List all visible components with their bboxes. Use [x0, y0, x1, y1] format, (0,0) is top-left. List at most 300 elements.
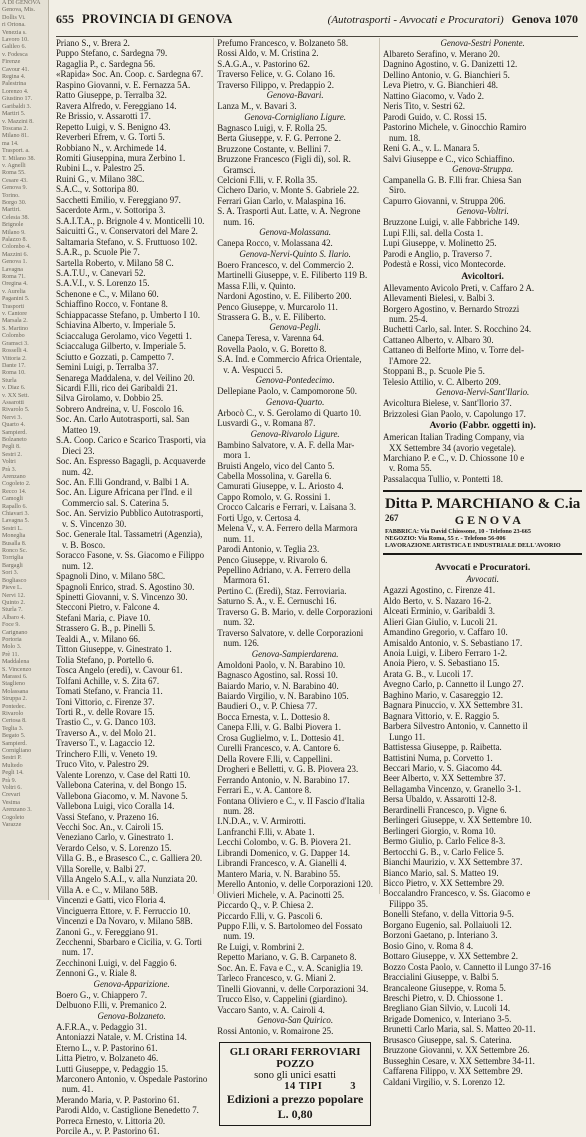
- listing-entry: Titton Giuseppe, v. Ginestrato 1.: [56, 644, 172, 655]
- listing-continuation: v. S. Vincenzo 30.: [62, 518, 127, 529]
- listing-entry: Boccalandro Francesco, v. Ss. Giacomo e: [382, 888, 531, 899]
- listing-entry: Soc. An. Carlo Autotrasporti, sal. San: [56, 414, 190, 425]
- listing-entry: Bianchi Maurizio, v. XX Settembre 37.: [382, 857, 523, 868]
- listing-entry: Fontana Oliviero e C., v. II Fascio d'Italia: [217, 795, 365, 806]
- listing-continuation: num. 41.: [62, 1084, 94, 1095]
- listing-entry: Bosio Gino, v. Roma 8 4.: [382, 940, 474, 951]
- listing-entry: Sicardi F.lli, rico dei Garibaldi 21.: [56, 382, 178, 393]
- listing-entry: S.A.V.I., v. S. Lorenzo 15.: [56, 278, 150, 289]
- listing-entry: Capurro Giovanni, v. Struppa 206.: [382, 195, 506, 206]
- listing-entry: Soc. Generale Ital. Tassametri (Agenzia),: [56, 529, 203, 540]
- listing-entry: Schiappacasse Stefano, p. Umberto I 10.: [56, 309, 200, 320]
- gutter-line: Arenzano: [2, 474, 26, 480]
- running-head-right: Genova 1070: [511, 12, 578, 26]
- listing-entry: Marchiano P. e C., v. D. Chiossone 10 e: [382, 452, 525, 463]
- listing-entry: Dellino Antonio, v. G. Bianchieri 5.: [382, 69, 510, 80]
- listing-entry: Lecchi Colombo, v. G. B. Piovera 21.: [217, 837, 352, 848]
- listing-entry: Barbera Silvestro Antonio, v. Cannetto il: [382, 721, 528, 732]
- gutter-line: Paganini 5.: [2, 296, 30, 303]
- listing-entry: Nattino Giacomo, v. Vado 2.: [382, 90, 485, 101]
- listing-entry: Spinetti Giovanni, v. S. Vincenzo 30.: [56, 592, 188, 603]
- listing-entry: Alceati Erminio, v. Garibaldi 3.: [382, 606, 496, 617]
- listing-entry: Cabella Mossolina, v. Garella 6.: [217, 470, 332, 481]
- gutter-line: Moneglia: [2, 533, 26, 540]
- listing-entry: Re Luigi, v. Rombrini 2.: [217, 941, 305, 952]
- gutter-line: Giustino 17.: [2, 96, 33, 103]
- listing-entry: Schiavina Alberto, v. Imperiale 5.: [56, 320, 176, 331]
- listing-entry: Parodi Guido, v. C. Rossi 15.: [382, 111, 487, 122]
- gutter-line: Staglieno: [2, 681, 26, 688]
- gutter-line: v. Diaz 6.: [2, 385, 26, 392]
- listing-entry: Repetto Mariano, v. G. B. Carpaneto 8.: [217, 952, 357, 963]
- listing-entry: Eterno L., v. P. Pastorino 61.: [56, 1042, 158, 1053]
- listing-entry: Traverso A., v. del Molo 21.: [56, 727, 156, 738]
- listing-entry: Traverso Felice, v. G. Colano 16.: [217, 69, 335, 80]
- gutter-line: Sestri L.: [2, 525, 23, 532]
- listing-entry: Arbocò C., v. S. Gerolamo di Quarto 10.: [217, 407, 362, 418]
- listing-entry: Anoia Piero, v. S. Sebastiano 15.: [382, 658, 500, 669]
- listing-entry: Pepellino Adriano, v. A. Ferrero della: [217, 565, 351, 576]
- listing-entry: Aldo Berto, v. S. Nazaro 16-2.: [382, 595, 492, 606]
- gutter-line: Camogli: [2, 496, 23, 503]
- listing-continuation: Filippo 35.: [388, 898, 428, 909]
- listing-entry: Soc. An. F.lli Gondrand, v. Balbi 1 A.: [56, 477, 190, 488]
- listing-entry: Crocco Calcaris e Ferrari, v. Laïsana 3.: [217, 502, 356, 513]
- gutter-line: Crevari: [2, 792, 21, 799]
- listing-entry: Lanza M., v. Bavari 3.: [217, 101, 297, 112]
- listing-entry: Baudieri O., v. P. Chiesa 77.: [217, 701, 318, 712]
- listing-entry: Penco Giuseppe, v. Rivarolo 6.: [217, 554, 328, 565]
- listing-entry: Allevamenti Bielesi, v. Balbi 3.: [382, 293, 495, 304]
- listing-entry: Berlingeri Giorgio, v. Roma 10.: [382, 825, 496, 836]
- listing-entry: S.A. Coop. Carico e Scarico Trasporti, via: [56, 435, 206, 446]
- listing-entry: Reverberi Efrem, v. G. Torti 5.: [56, 132, 165, 143]
- listing-entry: Vallebona Caterina, v. del Bongo 15.: [56, 780, 187, 791]
- listing-entry: Pertino C. (Eredi), Staz. Ferroviaria.: [217, 585, 347, 596]
- gutter-line: Pegli 8.: [2, 444, 21, 451]
- ad-marchiano-name: Ditta P. MARCHIANO & C.ia: [384, 496, 581, 513]
- listing-entry: Bocca Ernesta, v. L. Dottesio 8.: [217, 711, 330, 722]
- listing-entry: Beccari Mario, v. S. Giacomo 44.: [382, 763, 502, 774]
- gutter-line: Sestri P.: [2, 755, 22, 762]
- listing-continuation: Marmora 61.: [223, 575, 270, 586]
- listing-continuation: XX Settembre 34 (avorio vegetale).: [388, 442, 516, 453]
- listing-entry: Soc. An. Espresso Bagagli, p. Acquaverde: [56, 456, 206, 467]
- listing-entry: Soracco Fasone, v. Ss. Giacomo e Filippo: [56, 550, 205, 561]
- listing-entry: Brusasco Giuseppe, sal. S. Caterina.: [382, 1034, 512, 1045]
- listing-entry: Braccialini Giuseppe, v. Balbi 5.: [382, 972, 499, 983]
- gutter-line: Rivarolo: [2, 711, 24, 717]
- listing-continuation: num. 16.: [223, 216, 255, 227]
- listing-entry: Podestà e Rossi, vico Montecorde.: [382, 259, 506, 270]
- listing-entry: Buchetti Carlo, sal. Inter. S. Rocchino 24.: [382, 324, 532, 335]
- section-heading: Avvocati.: [466, 574, 499, 585]
- gutter-line: Pieve L.: [2, 585, 23, 592]
- listing-entry: Bruzzone Francesco (Figli di), sol. R.: [217, 154, 351, 165]
- listing-entry: Rovella Paolo, v. G. Boretto 8.: [217, 343, 327, 354]
- listing-entry: Tealdi A., v. Milano 66.: [56, 633, 141, 644]
- listing-entry: I.N.D.A., v. V. Armirotti.: [217, 816, 306, 827]
- listing-entry: Vincenzi e Da Novaro, v. Milano 58B.: [56, 916, 193, 927]
- listing-entry: Puppo Stefano, c. Sardegna 79.: [56, 48, 168, 59]
- listing-entry: Baiardo Virgilio, v. N. Barabino 105.: [217, 691, 349, 702]
- listing-entry: Vallebona Luigi, vico Coralla 14.: [56, 801, 175, 812]
- listing-entry: Bruzzone Giovanni, v. XX Settembre 26.: [382, 1045, 530, 1056]
- listing-entry: Parodi Antonio, v. Teglia 23.: [217, 544, 320, 555]
- listing-entry: Mantero Maria, v. N. Barabino 55.: [217, 868, 341, 879]
- listing-continuation: num. 19.: [223, 931, 255, 942]
- gutter-line: S. Martino: [2, 325, 29, 332]
- gutter-line: ri Ortona.: [2, 22, 26, 29]
- gutter-line: Roma 10.: [2, 370, 26, 377]
- gutter-line: Lavagna: [2, 266, 23, 273]
- listing-entry: Nardoni Agostino, v. E. Filiberto 200.: [217, 291, 352, 302]
- ad-line-2: sono gli unici esatti: [254, 1069, 337, 1081]
- listing-entry: Canepa Rocco, v. Molassana 42.: [217, 238, 333, 249]
- ad-marchiano-city: GENOVA: [454, 513, 524, 528]
- listing-entry: Dagnino Agostino, v. G. Danizetti 12.: [382, 59, 518, 70]
- gutter-line: S. Vincenzo: [2, 666, 32, 673]
- gutter-line: Venezia s.: [2, 29, 27, 36]
- gutter-line: Palazzo 8.: [2, 237, 28, 243]
- listing-entry: Pastorino Michele, v. Ginocchio Ramiro: [382, 122, 527, 133]
- listing-entry: Passalacqua Tullio, v. Pontetti 18.: [382, 473, 503, 484]
- listing-continuation: num. 126.: [223, 638, 260, 649]
- listing-entry: Ravera Alfredo, v. Fereggiano 14.: [56, 100, 177, 111]
- listing-entry: Tolfani Achille, v. S. Zita 67.: [56, 675, 160, 686]
- listing-continuation: num. 12.: [62, 560, 94, 571]
- gutter-line: T. Milano 38.: [2, 155, 36, 162]
- gutter-line: Cogoleto: [2, 814, 25, 821]
- gutter-line: Nervi 3.: [2, 414, 22, 421]
- gutter-line: Cogoleto 2.: [2, 481, 31, 488]
- gutter-line: Cornigliano: [2, 748, 32, 755]
- listing-entry: Lusvardi G., v. Romana 87.: [217, 418, 316, 429]
- section-heading: Genova-Sampierdarena.: [251, 648, 339, 659]
- listing-continuation: Lungo 11.: [388, 731, 426, 742]
- listing-entry: S.A.I.T.A., p. Brignole 4 v. Monticelli 10.: [56, 215, 205, 226]
- gutter-line: Milano 9.: [2, 229, 26, 236]
- gutter-line: v. Agnelli: [2, 162, 26, 169]
- listing-entry: Leva Pietro, v. G. Bianchieri 48.: [382, 80, 498, 91]
- listing-entry: Forti Ugo, v. Certosa 4.: [217, 512, 301, 523]
- listing-entry: Zennoni G., v. Riale 8.: [56, 968, 137, 979]
- listing-entry: Verardo Celso, v. S. Lorenzo 15.: [56, 842, 172, 853]
- listing-entry: Campanella G. B. F.lli frar. Chiesa San: [382, 174, 522, 185]
- gutter-line: Multedo: [2, 762, 23, 769]
- listing-entry: Curelli Francesco, v. A. Cantore 6.: [217, 743, 341, 754]
- section-heading: Genova-Voltri.: [456, 206, 509, 217]
- listing-entry: Borzoni Gaetano, p. Interiano 3.: [382, 930, 498, 941]
- listing-entry: Borgano Eugenio, sal. Pollaiuoli 12.: [382, 919, 512, 930]
- section-heading: Genova-Nervi-Sant'Ilario.: [435, 387, 530, 398]
- listing-entry: Vinciguerra Ettore, v. F. Ferruccio 10.: [56, 905, 191, 916]
- listing-entry: Cappo Romolo, v. G. Rossini 1.: [217, 491, 331, 502]
- listing-entry: Bagnasco Agostino, sal. Rossi 10.: [217, 670, 338, 681]
- column-2: [213, 38, 373, 1121]
- gutter-line: Voltri: [2, 459, 16, 466]
- gutter-line: Genova 1.: [2, 259, 28, 266]
- gutter-line: Torriglia: [2, 555, 24, 562]
- listing-entry: American Italian Trading Company, via: [382, 432, 525, 443]
- listing-entry: Silva Girolamo, v. Dobbio 25.: [56, 393, 164, 404]
- page-number: 655: [56, 12, 74, 26]
- listing-entry: Raspino Giovanni, v. E. Fernazza 5A.: [56, 79, 191, 90]
- listing-entry: Bruzzone Luigi, v. alle Fabbriche 149.: [382, 217, 520, 228]
- gutter-text: [0, 0, 48, 830]
- listing-entry: Robbiano N., v. Archimede 14.: [56, 142, 167, 153]
- page-header: [56, 12, 578, 37]
- gutter-line: Prà 9.: [2, 777, 17, 784]
- gutter-line: Palestrina: [2, 81, 27, 88]
- listing-entry: Bermo Giulio, p. Carlo Felice 8-3.: [382, 836, 506, 847]
- gutter-line: Cavour 41.: [2, 66, 30, 73]
- gutter-line: Assarotti: [2, 399, 25, 406]
- listing-entry: Brancaleone Giuseppe, v. Roma 5.: [382, 982, 506, 993]
- listing-entry: Tinelli Giovanni, v. delle Corporazioni 34.: [217, 983, 369, 994]
- listing-entry: Sacerdote Arm., v. Sottoripa 3.: [56, 205, 166, 216]
- gutter-line: Garibaldi 3.: [2, 103, 32, 110]
- listing-entry: S.A.C., v. Sottoripa 80.: [56, 184, 139, 195]
- listing-entry: Priano S., v. Brera 2.: [56, 38, 130, 48]
- column-1-entries: [56, 38, 207, 1137]
- listing-entry: S.A. Ind. e Commercio Africa Orientale,: [217, 354, 362, 365]
- listing-entry: Vallebona Giacomo, v. M. Navone 5.: [56, 790, 188, 801]
- listing-entry: Tosca Angelo (eredi), v. Cavour 61.: [56, 665, 183, 676]
- ad-marchiano-line-3: LAVORAZIONE ARTISTICA E INDUSTRIALE DELL'AVORIO: [384, 542, 561, 550]
- listing-entry: Rubini L., v. Palestro 25.: [56, 163, 145, 174]
- listing-entry: Dellepiane Paolo, v. Campomorone 50.: [217, 386, 357, 397]
- listing-entry: Boero G., v. Chiappero 7.: [56, 989, 148, 1000]
- gutter-line: A DI GENOVA: [2, 0, 41, 6]
- listing-entry: Vecchi Soc. An., v. Cairoli 15.: [56, 821, 164, 832]
- gutter-line: Brignole: [2, 222, 24, 229]
- listing-continuation: num. 17.: [62, 947, 94, 958]
- listing-continuation: Siro.: [388, 185, 406, 196]
- gutter-line: Genova, Mis.: [2, 7, 36, 14]
- listing-entry: Avegno Carlo, p. Cannetto il Lungo 27.: [382, 679, 524, 690]
- gutter-line: Recco 14.: [2, 488, 27, 495]
- listing-entry: Bambino Salvatore, v. A. F. della Mar-: [217, 439, 355, 450]
- listing-entry: Agazzi Agostino, c. Firenze 41.: [382, 585, 496, 596]
- listing-continuation: num. 18.: [388, 132, 421, 143]
- listing-entry: Caldani Virgilio, v. S. Lorenzo 12.: [382, 1076, 506, 1087]
- listing-entry: Canepa F.lli, v. G. Balbi Piovera 1.: [217, 722, 341, 733]
- gutter-line: Lavoro 10.: [2, 37, 29, 44]
- listing-entry: Bianco Mario, sal. S. Matteo 19.: [382, 867, 499, 878]
- gutter-line: Toscana 2.: [2, 125, 28, 132]
- gutter-line: Arenzano 3.: [2, 807, 32, 814]
- listing-entry: Merando Maria, v. P. Pastorino 61.: [56, 1094, 180, 1105]
- listing-entry: Zanoni G., v. Fereggiano 91.: [56, 926, 158, 937]
- section-heading: Avvocati e Procuratori.: [434, 562, 531, 574]
- listing-entry: Re Brissio, v. Assarotti 17.: [56, 111, 151, 122]
- listing-entry: Breschi Pietro, v. D. Chiossone 1.: [382, 992, 503, 1003]
- listing-entry: Stoppani B., p. Scuole Pie 5.: [382, 366, 485, 377]
- ad-marchiano-line-2: NEGOZIO: Via Roma, 55 r. - Telefono 56-006: [384, 535, 506, 543]
- gutter-line: Marassi 6.: [2, 673, 28, 680]
- listing-entry: Soc. An. E. Fava e C., v. A. Scaniglia 19.: [217, 962, 363, 973]
- listing-entry: S.A.R., p. Scuole Pie 7.: [56, 247, 140, 258]
- listing-entry: Caffarena Filippo, v. XX Settembre 29.: [382, 1066, 523, 1077]
- listing-entry: Baiardo Mario, v. N. Barabino 40.: [217, 680, 339, 691]
- listing-entry: Reni G. A., v. L. Manara 5.: [382, 143, 480, 154]
- column-3-entries-top: [383, 38, 582, 484]
- listing-entry: Lutti Giuseppe, v. Pedaggio 15.: [56, 1063, 169, 1074]
- gutter-line: Busalla 8.: [2, 540, 27, 547]
- listing-entry: Baghino Mario, v. Casareggio 12.: [382, 689, 503, 700]
- gutter-line: Ronco Sc.: [2, 548, 28, 555]
- gutter-line: Varazze: [2, 822, 22, 829]
- listing-entry: Sacchetti Emilio, v. Fereggiano 97.: [56, 194, 181, 205]
- listing-entry: Crosa Guglielmo, v. L. Dottesio 41.: [217, 732, 345, 743]
- listing-entry: Soc. An. Ligure Africana per l'Ind. e il: [56, 487, 193, 498]
- listing-entry: Villa Sorelle, v. Balbi 27.: [56, 863, 146, 874]
- listing-entry: Traverso Filippo, v. Predappio 2.: [217, 79, 334, 90]
- listing-entry: Stecconi Pietro, v. Falcone 4.: [56, 602, 160, 613]
- listing-entry: Villa G. B., e Brasesco C., c. Galliera 20.: [56, 853, 203, 864]
- listing-entry: Bregliano Gian Silvio, v. Lucoli 14.: [382, 1003, 511, 1014]
- listing-entry: Bozzo Costa Paolo, v. Cannetto il Lungo 37-16: [382, 961, 551, 972]
- listing-entry: Bersa Ubaldo, v. Assarotti 12-8.: [382, 794, 497, 805]
- gutter-line: Prà 3.: [2, 466, 17, 473]
- listing-entry: Traverso T., v. Lagaccio 12.: [56, 738, 155, 749]
- listing-entry: Bagnara Vittorio, v. E. Raggio 5.: [382, 710, 500, 721]
- listing-continuation: num. 25-4.: [388, 313, 428, 324]
- listing-entry: Stefani Maria, c. Piave 10.: [56, 612, 151, 623]
- listing-entry: Senarega Maddalena, v. del Veilino 20.: [56, 372, 195, 383]
- gutter-line: v. XX Sett.: [2, 392, 30, 399]
- listing-entry: Della Rovere F.lli, v. Cappellini.: [217, 753, 333, 764]
- listing-entry: Schiaffino Rocco, v. Fontane 8.: [56, 299, 168, 310]
- listing-entry: Canepa Teresa, v. Varenna 64.: [217, 333, 324, 344]
- listing-entry: Librandi Francesco, v. A. Gianelli 4.: [217, 858, 347, 869]
- gutter-line: Milano 81.: [2, 133, 29, 140]
- gutter-line: Teglia 3.: [2, 725, 24, 732]
- gutter-line: Sturla: [2, 377, 17, 384]
- listing-entry: Telesio Attilio, v. C. Alberto 209.: [382, 376, 501, 387]
- gutter-line: Portoria: [2, 636, 22, 643]
- gutter-line: Rosselli 4.: [2, 348, 28, 355]
- listing-entry: Zecchinoni Luigi, v. del Faggio 6.: [56, 957, 177, 968]
- gutter-line: Colombo 4.: [2, 244, 31, 251]
- listing-entry: Strassero G. B., p. Pinelli 5.: [56, 623, 156, 634]
- gutter-line: Bogliasco: [2, 577, 27, 584]
- listing-entry: Antoniazzi Natale, v. M. Cristina 14.: [56, 1032, 187, 1043]
- listing-entry: Traverso G. B. Mario, v. delle Corporazioni: [217, 606, 373, 617]
- listing-entry: Schenone e C., v. Milano 60.: [56, 288, 159, 299]
- listing-entry: Romiti Giuseppina, mura Zerbino 1.: [56, 152, 186, 163]
- listing-entry: Allevamento Avicolo Preti, v. Caffaro 2 A.: [382, 282, 535, 293]
- section-heading: Genova-Pegli.: [269, 322, 321, 333]
- gutter-line: Rapallo 6.: [2, 503, 28, 510]
- gutter-line: Roma 71.: [2, 274, 26, 281]
- gutter-line: Martiri.: [2, 207, 21, 214]
- gutter-line: Martiri 5.: [2, 111, 26, 118]
- listing-entry: Vassi Stefano, v. Prazeno 16.: [56, 811, 159, 822]
- listing-entry: Amoldoni Paolo, v. N. Barabino 10.: [217, 659, 346, 670]
- gutter-line: Quinto 2.: [2, 599, 26, 606]
- listing-entry: Beer Alberto, v. XX Settembre 37.: [382, 773, 506, 784]
- listing-continuation: num. 11.: [223, 533, 255, 544]
- listing-entry: Bruisti Angelo, vico del Canto 5.: [217, 460, 335, 471]
- listing-entry: Toni Vittorio, c. Firenze 37.: [56, 696, 155, 707]
- listing-entry: S.A.T.U., v. Canevari 52.: [56, 267, 146, 278]
- listing-continuation: Commercio sal. S. Caterina 5.: [62, 497, 169, 508]
- gutter-line: Mazzini 6.: [2, 251, 29, 258]
- listing-entry: Berta Giuseppe, v. F. G. Perrone 2.: [217, 133, 341, 144]
- section-heading: Genova-Apparizione.: [93, 978, 170, 989]
- listing-entry: Marconero Antonio, v. Ospedale Pastorino: [56, 1073, 208, 1084]
- listing-entry: Villa A. e C., v. Milano 58B.: [56, 884, 158, 895]
- listing-entry: Cattaneo Alberto, v. Albaro 30.: [382, 334, 494, 345]
- gutter-line: Struppa 2.: [2, 696, 28, 703]
- gutter-line: v. Cantore: [2, 311, 27, 318]
- listing-entry: Salvi Giuseppe e C., vico Schiaffino.: [382, 153, 515, 164]
- listing-entry: Bagnara Pinuccio, v. XX Settembre 31.: [382, 700, 523, 711]
- listing-entry: Bicco Pietro, v. XX Settembre 29.: [382, 878, 505, 888]
- listing-entry: S.A.G.A., v. Pastorino 62.: [217, 58, 310, 69]
- gutter-line: Bolzaneto: [2, 436, 27, 443]
- gutter-line: Galileo 6.: [2, 44, 27, 51]
- gutter-line: Sori 3.: [2, 570, 19, 577]
- listing-entry: Merello Antonio, v. delle Corporazioni 120.: [217, 879, 373, 890]
- ad-line-4: Edizioni a prezzo popolare L. 0,80: [226, 1091, 364, 1121]
- listing-entry: Cattaneo di Belforte Mino, v. Torre del-: [382, 345, 525, 356]
- listing-continuation: l'Amore 22.: [388, 355, 431, 366]
- column-2-entries: [217, 38, 373, 1037]
- listing-entry: Arata G. B., v. Lucoli 17.: [382, 668, 474, 679]
- section-heading: Genova-Bolzaneto.: [97, 1010, 166, 1021]
- listing-entry: Traverso Salvatore, v. delle Corporazioni: [217, 627, 364, 638]
- listing-entry: Soc. An. Servizio Pubblico Autotrasporti,: [56, 508, 204, 519]
- listing-continuation: num. 42.: [62, 466, 94, 477]
- listing-entry: Celcioni F.lli, v. F. Rolla 35.: [217, 174, 318, 185]
- listing-entry: Bagnasco Luigi, v. F. Rolla 25.: [217, 122, 328, 133]
- listing-continuation: num. 32.: [223, 617, 255, 628]
- gutter-line: Rivarolo 5.: [2, 407, 30, 414]
- gutter-line: Sestri 2.: [2, 451, 22, 458]
- ad-marchiano-line-1: FABBRICA: Via David Chiossone, 10 - Telefono 23-665: [384, 528, 531, 536]
- gutter-line: Begato 5.: [2, 733, 26, 740]
- listing-entry: Amisaldo Antonio, v. S. Sebastiano 17.: [382, 637, 523, 648]
- gutter-line: Gramsci 3.: [2, 340, 29, 347]
- section-heading: Genova-Molassana.: [259, 227, 331, 238]
- listing-entry: Ruini G., v. Milano 38C.: [56, 173, 145, 184]
- listing-entry: Battistini Numa, p. Corvetto 1.: [382, 752, 493, 763]
- listing-entry: Piccardo Q., v. P. Chiesa 2.: [217, 900, 314, 911]
- listing-entry: Parodi Aldo, v. Castiglione Benedetto 7.: [56, 1105, 199, 1116]
- gutter-line: Foce 9.: [2, 622, 20, 629]
- listing-entry: «Rapida» Soc. An. Coop. c. Sardegna 67.: [56, 69, 204, 80]
- gutter-line: Genova 9.: [2, 185, 28, 192]
- gutter-line: Certosa 8.: [2, 718, 27, 725]
- listing-entry: Repetto Luigi, v. S. Benigno 43.: [56, 121, 171, 132]
- listing-entry: Bruzzone Costante, v. Bellini 7.: [217, 143, 331, 154]
- listing-entry: Bertocchi G. B., v. Carlo Felice 5.: [382, 846, 504, 857]
- listing-continuation: Gramsci.: [223, 164, 256, 175]
- listing-entry: Porcile A., v. P. Pastorino 61.: [56, 1126, 160, 1137]
- listing-entry: Busseghin Cesare, v. XX Settembre 34-11.: [382, 1055, 535, 1066]
- gutter-line: Marsala 2.: [2, 318, 28, 325]
- listing-entry: Anoia Luigi, v. Libero Ferraro 1-2.: [382, 648, 508, 659]
- listing-entry: Piccardo F.lli, v. G. Pascoli 6.: [217, 910, 323, 921]
- listing-entry: Valente Lorenzo, v. Case del Ratti 10.: [56, 769, 191, 780]
- listing-entry: Sobrero Andreina, v. U. Foscolo 16.: [56, 403, 184, 414]
- listing-entry: Zecchenni, Sbarbaro e Cicilia, v. G. Torti: [56, 936, 203, 947]
- gutter-line: Dollis Vi.: [2, 14, 26, 21]
- listing-entry: Neris Tito, v. Sestri 62.: [382, 101, 465, 112]
